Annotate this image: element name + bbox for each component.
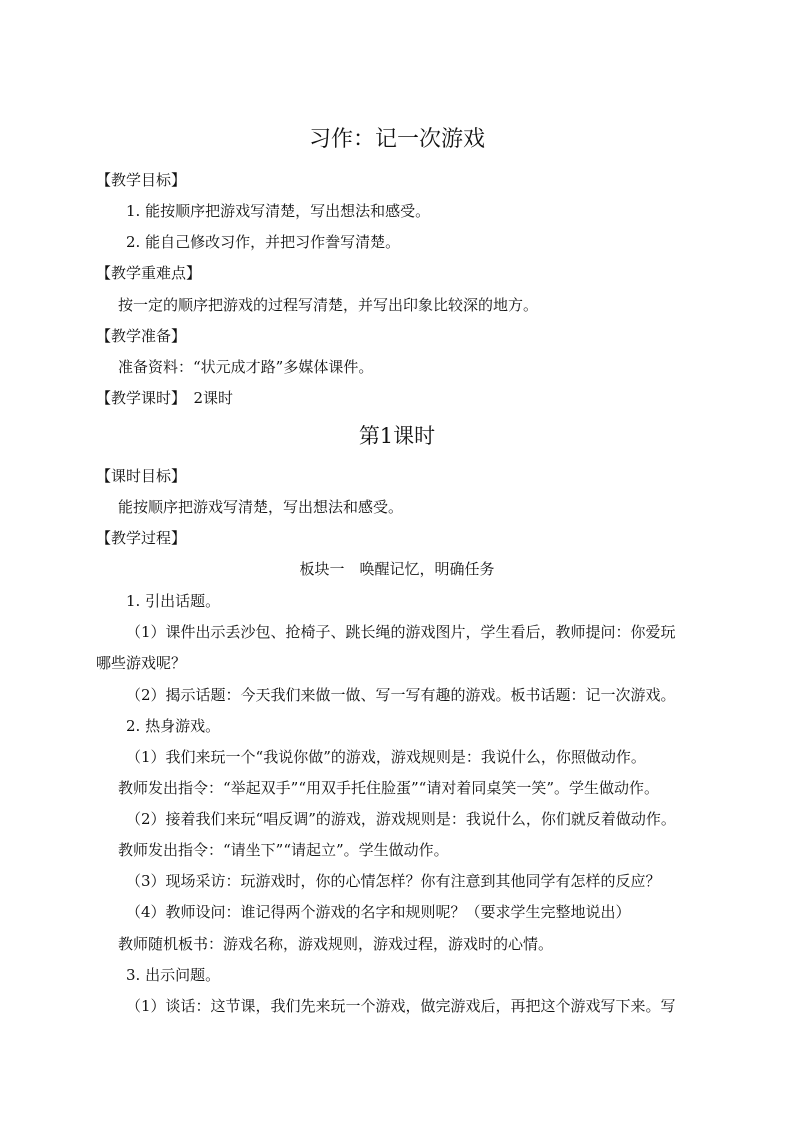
process-line: 1. 引出话题。 [126, 592, 221, 610]
process-line: 2. 热身游戏。 [126, 717, 221, 735]
process-line: （1）谈话：这节课，我们先来玩一个游戏，做完游戏后，再把这个游戏写下来。写 [126, 997, 676, 1015]
lesson-title: 第1课时 [358, 424, 436, 448]
process-line: 教师发出指令：“举起双手”“用双手托住脸蛋”“请对着同桌笑一笑”。学生做动作。 [118, 779, 660, 797]
process-line: （2）揭示话题：今天我们来做一做、写一写有趣的游戏。板书话题：记一次游戏。 [126, 686, 676, 704]
process-line: （3）现场采访：玩游戏时，你的心情怎样？你有注意到其他同学有怎样的反应？ [126, 872, 661, 890]
document-title: 习作：记一次游戏 [308, 127, 485, 152]
block-title: 板块一 唤醒记忆，明确任务 [299, 560, 495, 578]
preparation-text: 准备资料：“状元成才路”多媒体课件。 [118, 358, 374, 376]
goal-item-2: 2. 能自己修改习作，并把习作誊写清楚。 [126, 233, 401, 251]
section-heading-process: 【教学过程】 [96, 529, 187, 547]
process-line: （1）我们来玩一个“我说你做”的游戏，游戏规则是：我说什么，你照做动作。 [126, 748, 646, 766]
process-line: 3. 出示问题。 [126, 966, 221, 984]
process-line: （2）接着我们来玩“唱反调”的游戏，游戏规则是：我说什么，你们就反着做动作。 [126, 810, 676, 828]
section-heading-preparation: 【教学准备】 [96, 327, 187, 345]
section-heading-goals: 【教学目标】 [96, 171, 187, 189]
process-line: 哪些游戏呢？ [96, 654, 187, 672]
section-heading-periods: 【教学课时】 2课时 [96, 389, 234, 407]
section-heading-lesson-goal: 【课时目标】 [96, 467, 187, 485]
goal-item-1: 1. 能按顺序把游戏写清楚，写出想法和感受。 [126, 202, 431, 220]
process-line: （4）教师设问：谁记得两个游戏的名字和规则呢？（要求学生完整地说出） [126, 903, 631, 921]
process-line: 教师发出指令：“请坐下”“请起立”。学生做动作。 [118, 841, 449, 859]
lesson-goal-text: 能按顺序把游戏写清楚，写出想法和感受。 [118, 498, 404, 516]
section-heading-key-points: 【教学重难点】 [96, 264, 202, 282]
key-points-text: 按一定的顺序把游戏的过程写清楚，并写出印象比较深的地方。 [118, 296, 539, 314]
process-line: （1）课件出示丢沙包、抢椅子、跳长绳的游戏图片，学生看后，教师提问：你爱玩 [126, 623, 676, 641]
process-line: 教师随机板书：游戏名称，游戏规则，游戏过程，游戏时的心情。 [118, 935, 554, 953]
